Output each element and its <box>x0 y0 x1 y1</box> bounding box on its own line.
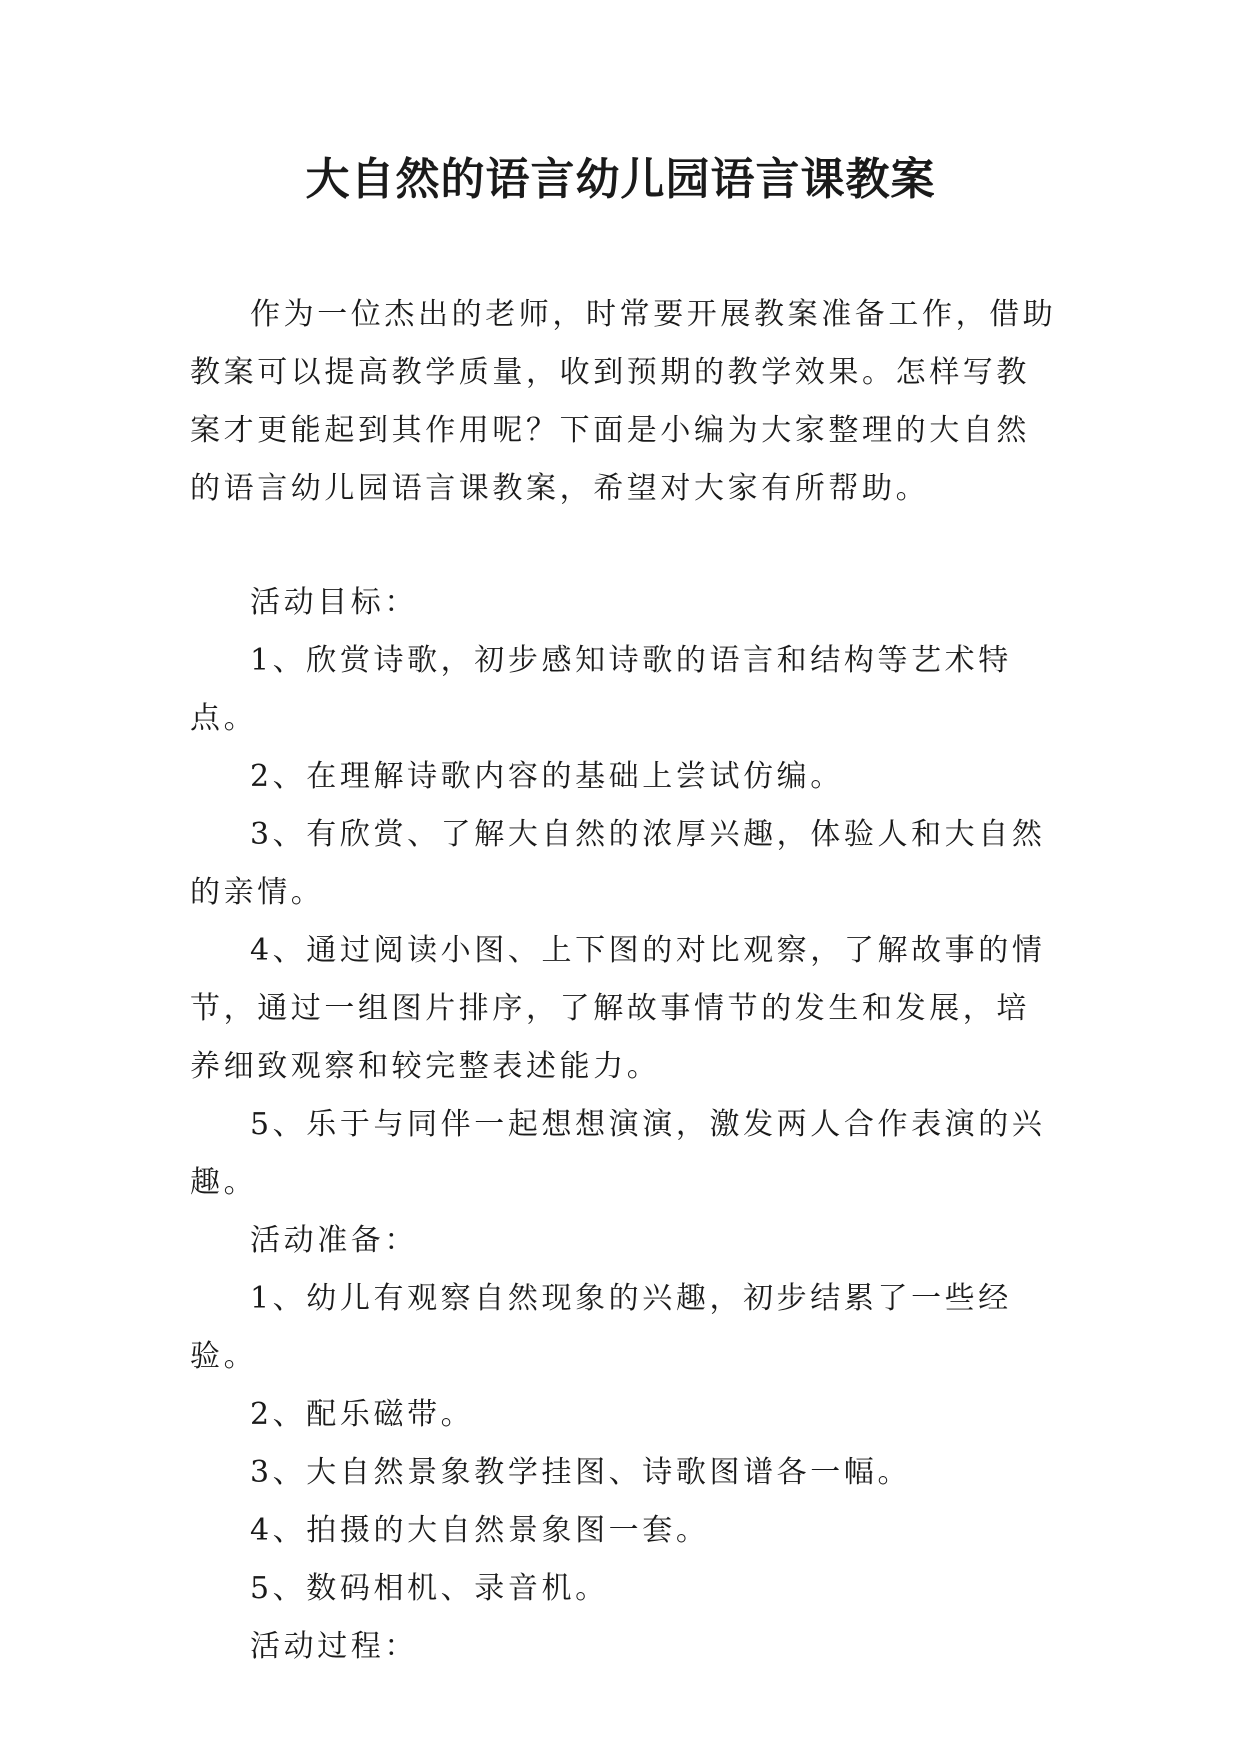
document-body <box>190 286 1060 1676</box>
objective-item-1: 1、欣赏诗歌，初步感知诗歌的语言和结构等艺术特点。 <box>190 643 1012 736</box>
objective-item-5: 5、乐于与同伴一起想想演演，激发两人合作表演的兴趣。 <box>190 1107 1046 1200</box>
objective-item-3: 3、有欣赏、了解大自然的浓厚兴趣，体验人和大自然的亲情。 <box>190 817 1046 910</box>
preparation-item-4: 4、拍摄的大自然景象图一套。 <box>250 1513 710 1548</box>
preparation-item-5: 5、数码相机、录音机。 <box>250 1571 609 1606</box>
objective-item-2: 2、在理解诗歌内容的基础上尝试仿编。 <box>250 759 844 794</box>
preparation-item-1: 1、幼儿有观察自然现象的兴趣，初步结累了一些经验。 <box>190 1281 1012 1374</box>
section-heading-process: 活动过程： <box>250 1629 418 1664</box>
intro-paragraph: 作为一位杰出的老师，时常要开展教案准备工作，借助教案可以提高教学质量，收到预期的教学效果。怎样写教案才更能起到其作用呢？下面是小编为大家整理的大自然的语言幼儿园语言课教案，希望对大家有所帮助。 <box>190 297 1057 506</box>
document-title: 大自然的语言幼儿园语言课教案 <box>305 154 936 205</box>
section-heading-preparation: 活动准备： <box>250 1223 418 1258</box>
section-heading-objectives: 活动目标： <box>250 585 418 620</box>
preparation-item-2: 2、配乐磁带。 <box>250 1397 475 1432</box>
objective-item-4: 4、通过阅读小图、上下图的对比观察，了解故事的情节，通过一组图片排序，了解故事情节的发生和发展，培养细致观察和较完整表述能力。 <box>190 933 1046 1084</box>
preparation-item-3: 3、大自然景象教学挂图、诗歌图谱各一幅。 <box>250 1455 912 1490</box>
